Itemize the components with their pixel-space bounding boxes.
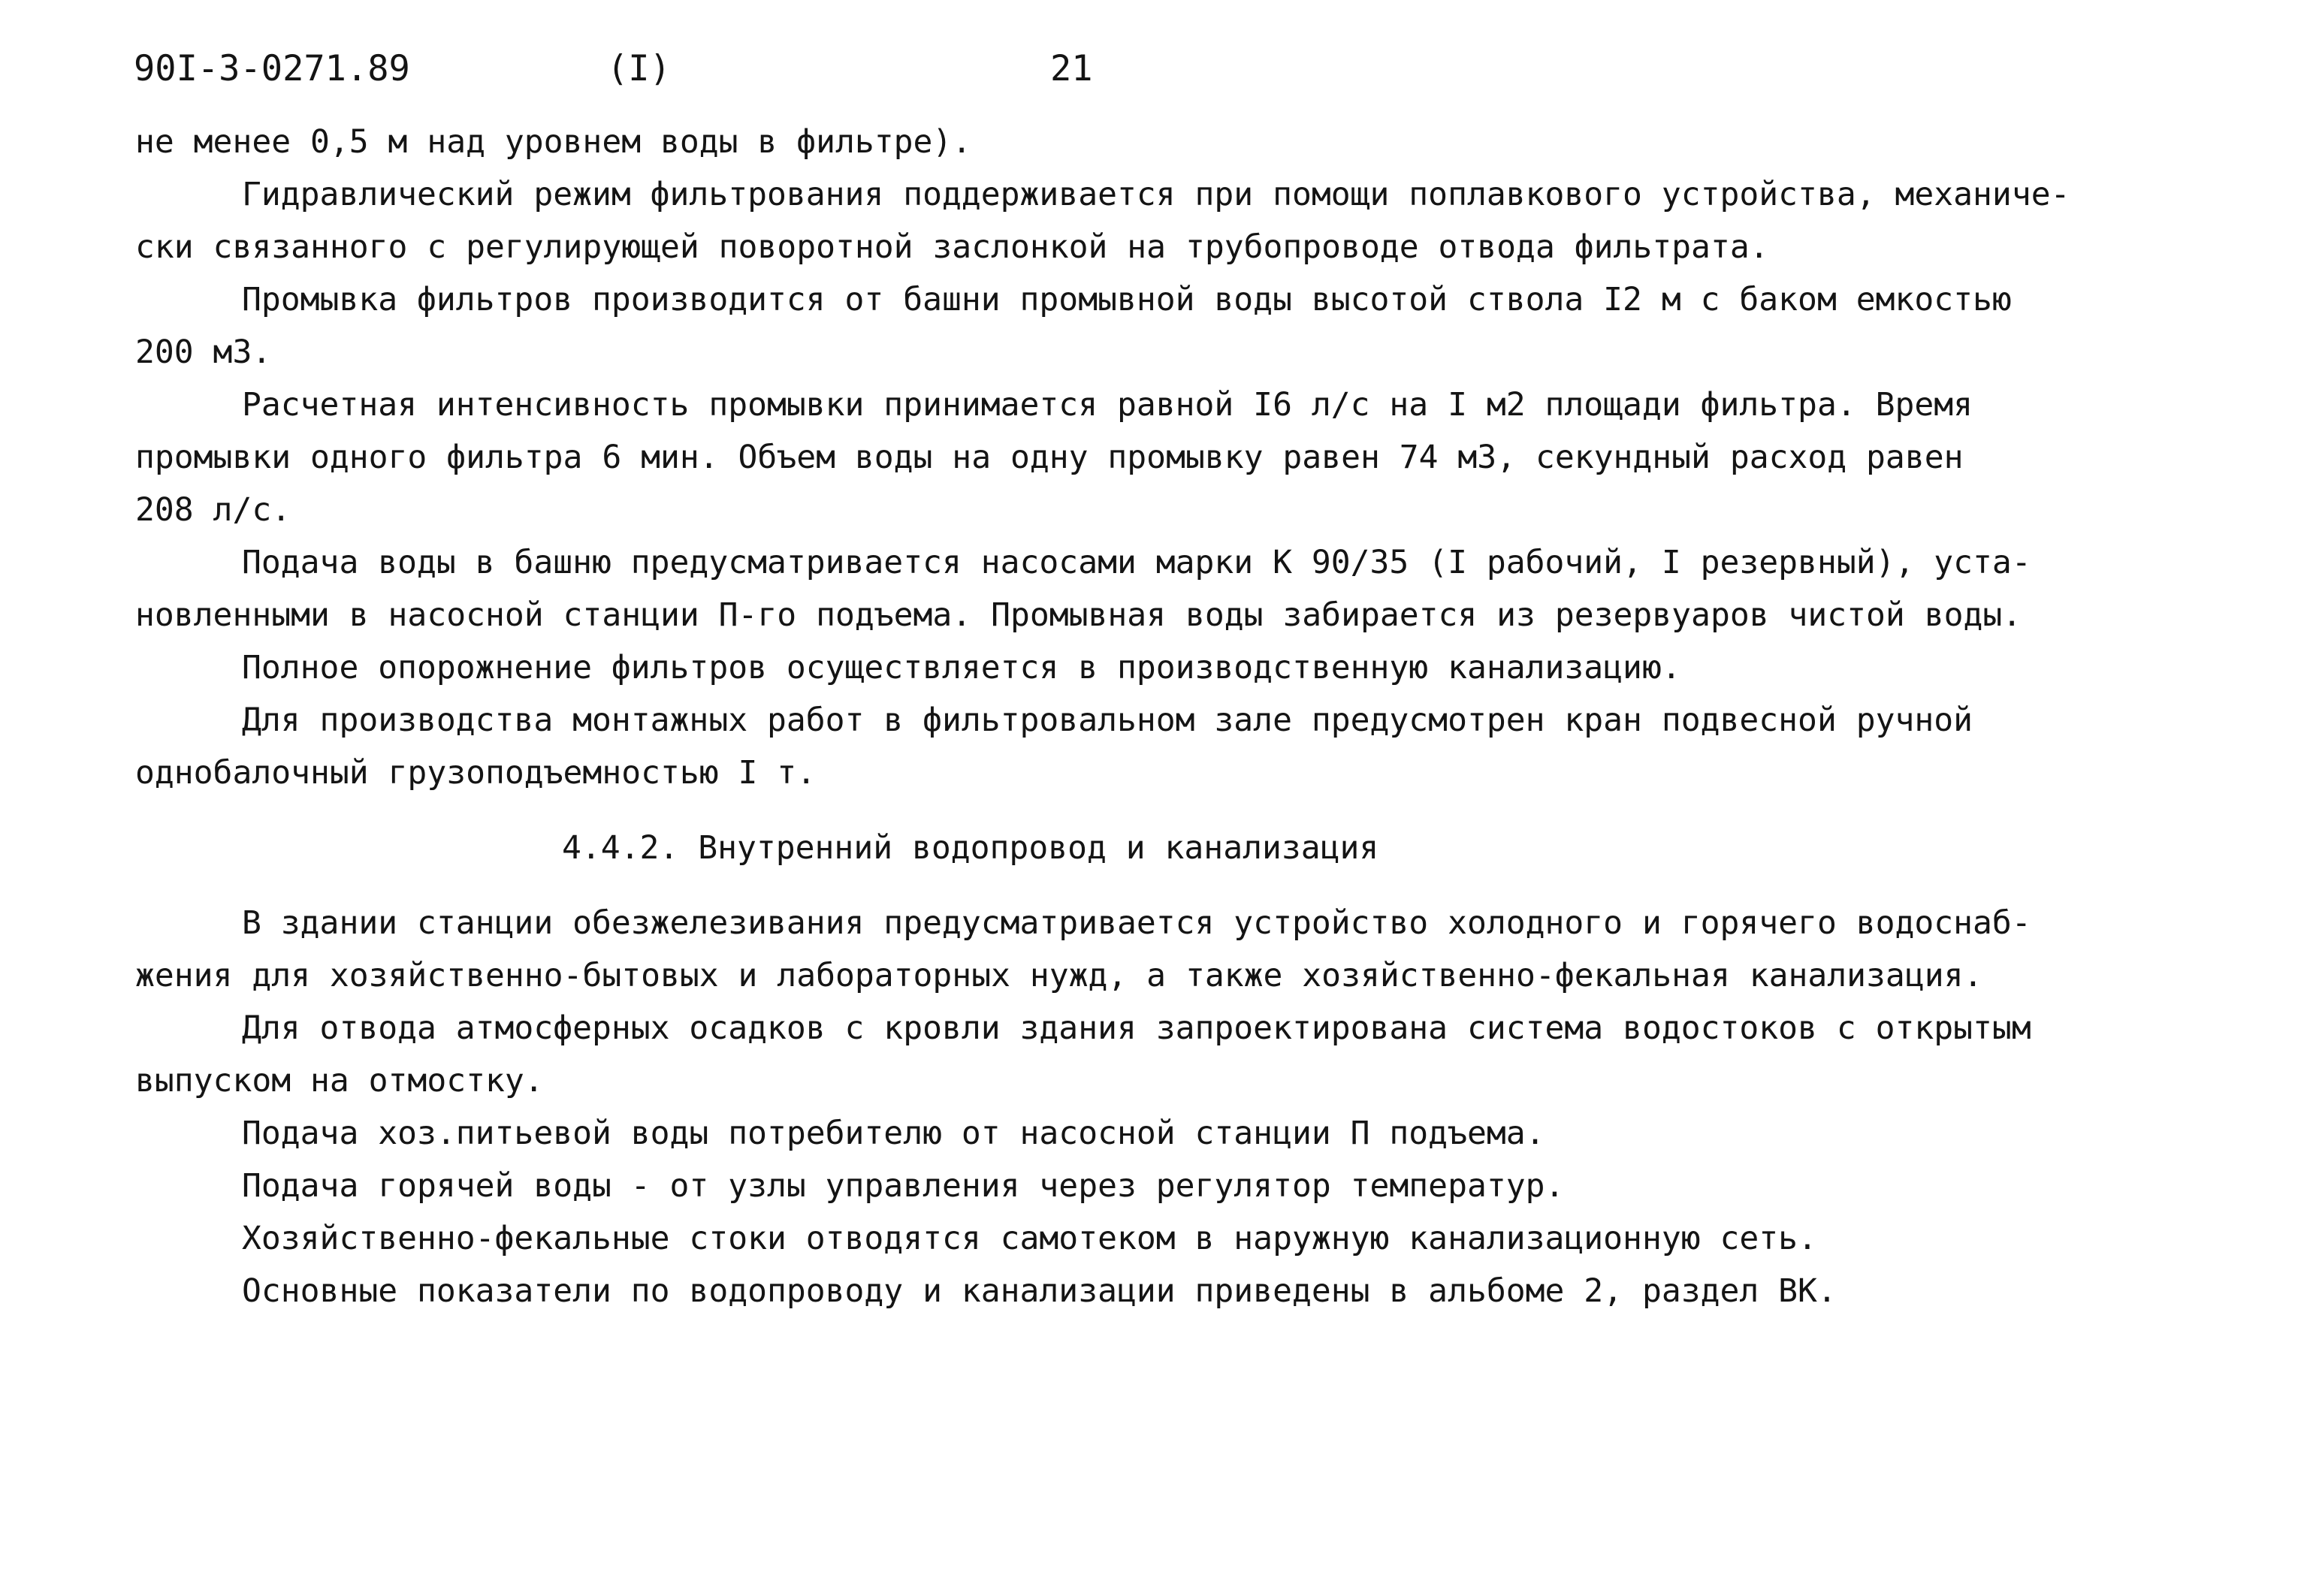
divider-space xyxy=(135,799,2224,822)
text-line: Подача горячей воды - от узлы управления через регулятор температур. xyxy=(242,1167,1565,1205)
text-line: 200 м3. xyxy=(135,333,272,371)
paragraph xyxy=(135,1002,2224,1107)
paragraph xyxy=(135,168,2224,273)
text-line: однобалочный грузоподъемностью I т. xyxy=(135,754,817,792)
text-line: жения для хозяйственно-бытовых и лабораторных нужд, а также хозяйственно-фекальная канализация. xyxy=(135,957,1983,994)
text-line: Гидравлический режим фильтрования поддерживается при помощи поплавкового устройства, механиче- xyxy=(242,176,2070,213)
document-code: 90I-3-0271.89 xyxy=(134,48,410,89)
paragraph xyxy=(135,116,2224,168)
paragraph xyxy=(135,897,2224,1002)
paragraph xyxy=(135,273,2224,379)
paragraph xyxy=(135,1107,2224,1160)
text-line: Хозяйственно-фекальные стоки отводятся самотеком в наружную канализационную сеть. xyxy=(242,1220,1817,1257)
text-line: ски связанного с регулирующей поворотной заслонкой на трубопроводе отвода фильтрата. xyxy=(135,228,1769,266)
paragraph xyxy=(135,1160,2224,1212)
text-line: промывки одного фильтра 6 мин. Объем воды на одну промывку равен 74 м3, секундный расход равен xyxy=(135,439,1964,476)
divider-space xyxy=(135,874,2224,897)
text-line: 208 л/с. xyxy=(135,491,291,529)
text-line: Расчетная интенсивность промывки принимается равной I6 л/с на I м2 площади фильтра. Время xyxy=(242,386,1973,424)
text-line: Для производства монтажных работ в фильтровальном зале предусмотрен кран подвесной ручной xyxy=(242,701,1973,739)
section-title: 4.4.2. Внутренний водопровод и канализация xyxy=(562,829,1379,867)
text-line: Полное опорожнение фильтров осуществляется в производственную канализацию. xyxy=(242,649,1681,686)
text-line: В здании станции обезжелезивания предусматривается устройство холодного и горячего водоснаб- xyxy=(242,904,2031,942)
paragraph xyxy=(135,379,2224,536)
text-line: Основные показатели по водопроводу и канализации приведены в альбоме 2, раздел ВК. xyxy=(242,1272,1837,1310)
sheet-mark: (I) xyxy=(607,48,671,89)
paragraph xyxy=(135,1212,2224,1265)
text-line: не менее 0,5 м над уровнем воды в фильтре). xyxy=(135,123,972,161)
text-line: выпуском на отмостку. xyxy=(135,1062,544,1100)
text-line: Подача воды в башню предусматривается насосами марки К 90/35 (I рабочий, I резервный), уста- xyxy=(242,544,2031,581)
paragraph xyxy=(135,1265,2224,1317)
document-body xyxy=(135,116,2224,1317)
paragraph xyxy=(135,641,2224,694)
page-number: 21 xyxy=(1050,48,1093,89)
paragraph xyxy=(135,694,2224,799)
text-line: Промывка фильтров производится от башни промывной воды высотой ствола I2 м с баком емкостью xyxy=(242,281,2012,318)
text-line: новленными в насосной станции П-го подъема. Промывная воды забирается из резервуаров чистой воды. xyxy=(135,596,2022,634)
text-line: Подача хоз.питьевой воды потребителю от насосной станции П подъема. xyxy=(242,1115,1545,1152)
text-line: Для отвода атмосферных осадков с кровли здания запроектирована система водостоков с открытым xyxy=(242,1009,2031,1047)
paragraph xyxy=(135,536,2224,641)
